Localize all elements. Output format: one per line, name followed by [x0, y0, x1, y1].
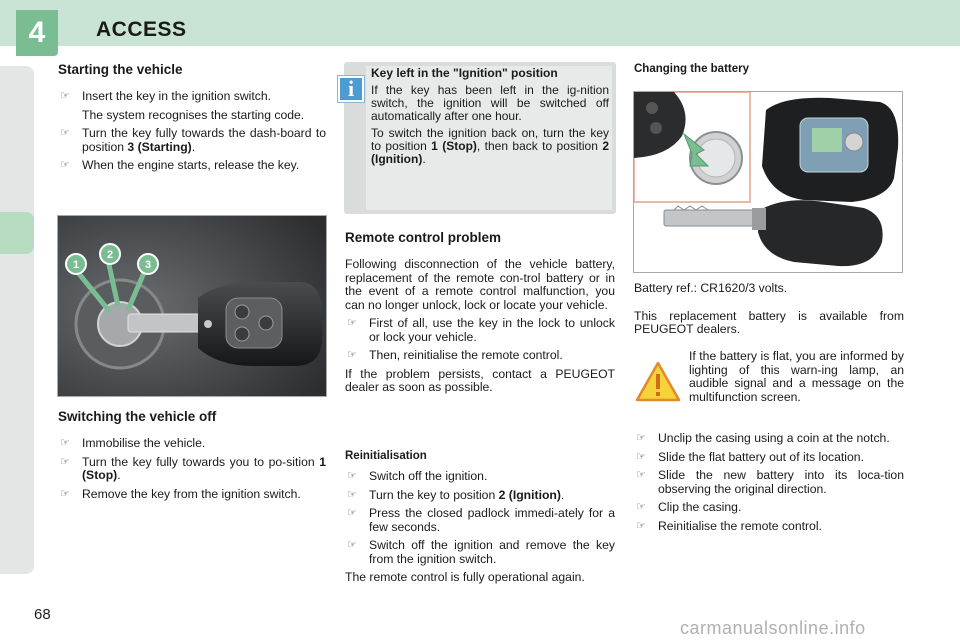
remote-heading: Remote control problem — [345, 230, 502, 245]
starting-heading: Starting the vehicle — [58, 62, 183, 77]
list-item-continuation: The system recognises the starting code. — [82, 107, 305, 122]
list-item: ☞ Slide the new battery into its loca-tion observing the original direction. — [636, 468, 904, 496]
pointing-hand-icon: ☞ — [347, 539, 357, 551]
pointing-hand-icon: ☞ — [636, 501, 646, 513]
pointing-hand-icon: ☞ — [347, 488, 357, 501]
pointing-hand-icon: ☞ — [636, 469, 646, 481]
position-label-3: 3 — [144, 259, 152, 271]
list-item: ☞ Turn the key to position 2 (Ignition). — [347, 487, 565, 502]
remote-outro: If the problem persists, contact a PEUGEOT dealer as soon as possible. — [345, 366, 615, 394]
page-number: 68 — [34, 606, 51, 623]
list-item: ☞ When the engine starts, release the key. — [60, 158, 300, 172]
pointing-hand-icon: ☞ — [347, 317, 357, 329]
list-item: ☞ Immobilise the vehicle. — [60, 436, 206, 450]
list-item: ☞ Press the closed padlock immedi-ately for a few seconds. — [347, 506, 615, 534]
switching-off-text — [58, 437, 326, 506]
list-item: ☞ Switch off the ignition and remove the key from the ignition switch. — [347, 538, 615, 566]
list-item: ☞ Slide the flat battery out of its location. — [636, 449, 864, 464]
pointing-hand-icon: ☞ — [60, 455, 70, 468]
pointing-hand-icon: ☞ — [347, 349, 357, 361]
pointing-hand-icon: ☞ — [636, 432, 646, 444]
list-item: ☞ Turn the key fully towards the dash-board to position 3 (Starting). — [60, 126, 326, 154]
remote-text — [345, 258, 615, 400]
chapter-badge — [16, 10, 58, 56]
battery-availability: This replacement battery is available from PEUGEOT dealers. — [634, 308, 904, 336]
reinit-text — [345, 470, 615, 590]
list-item: ☞ First of all, use the key in the lock to unlock or lock your vehicle. — [347, 316, 615, 344]
battery-steps — [634, 432, 904, 538]
side-tab-active[interactable] — [0, 212, 34, 254]
pointing-hand-icon: ☞ — [636, 450, 646, 463]
starting-text — [58, 90, 326, 178]
info-paragraph: If the key has been left in the ig-nition switch, the ignition will be switched off automatically after one hour. — [371, 83, 609, 123]
battery-heading: Changing the battery — [634, 63, 750, 75]
watermark: carmanualsonline.info — [680, 618, 866, 638]
chapter-number: 4 — [28, 16, 46, 49]
side-tab-strip — [0, 66, 34, 574]
page-title: ACCESS — [96, 18, 187, 41]
pointing-hand-icon: ☞ — [60, 437, 70, 449]
list-item: ☞ Then, reinitialise the remote control. — [347, 348, 563, 362]
list-item: ☞ Remove the key from the ignition switch. — [60, 486, 301, 501]
battery-ref: Battery ref.: CR1620/3 volts. — [634, 281, 788, 295]
list-item: ☞ Unclip the casing using a coin at the notch. — [636, 431, 890, 445]
ignition-key-illustration — [57, 215, 327, 397]
info-text — [371, 67, 609, 170]
list-item: ☞ Switch off the ignition. — [347, 469, 488, 483]
pointing-hand-icon: ☞ — [60, 90, 70, 102]
info-title: Key left in the "Ignition" position — [371, 66, 558, 80]
position-label-1: 1 — [72, 259, 80, 271]
list-item: ☞ Reinitialise the remote control. — [636, 518, 822, 533]
info-paragraph: To switch the ignition back on, turn the key to position 1 (Stop), then back to position 2 (Ignition). — [371, 126, 609, 166]
list-item: ☞ Clip the casing. — [636, 500, 742, 514]
list-item: ☞ Insert the key in the ignition switch. — [60, 89, 272, 103]
switching-off-heading: Switching the vehicle off — [58, 409, 217, 424]
position-label-2: 2 — [106, 249, 114, 261]
reinit-heading: Reinitialisation — [345, 450, 427, 462]
info-icon: i — [338, 76, 364, 102]
pointing-hand-icon: ☞ — [60, 127, 70, 139]
battery-warning-text: If the battery is flat, you are informed by lighting of this warn-ing lamp, an audible signal and a message on the multifunction screen. — [689, 349, 904, 404]
pointing-hand-icon: ☞ — [60, 159, 70, 171]
pointing-hand-icon: ☞ — [636, 519, 646, 532]
pointing-hand-icon: ☞ — [347, 507, 357, 519]
list-item: ☞ Turn the key fully towards you to po-sition 1 (Stop). — [60, 454, 326, 482]
pointing-hand-icon: ☞ — [60, 487, 70, 500]
remote-battery-illustration — [633, 91, 903, 273]
battery-text — [634, 282, 904, 342]
pointing-hand-icon: ☞ — [347, 470, 357, 482]
remote-intro: Following disconnection of the vehicle battery, replacement of the remote con-trol battery or in the event of a remote control malfunction, you can no longer unlock, lock or locate your vehicle. — [345, 257, 615, 312]
reinit-outro: The remote control is fully operational again. — [345, 570, 585, 584]
warning-triangle-icon — [634, 360, 682, 404]
